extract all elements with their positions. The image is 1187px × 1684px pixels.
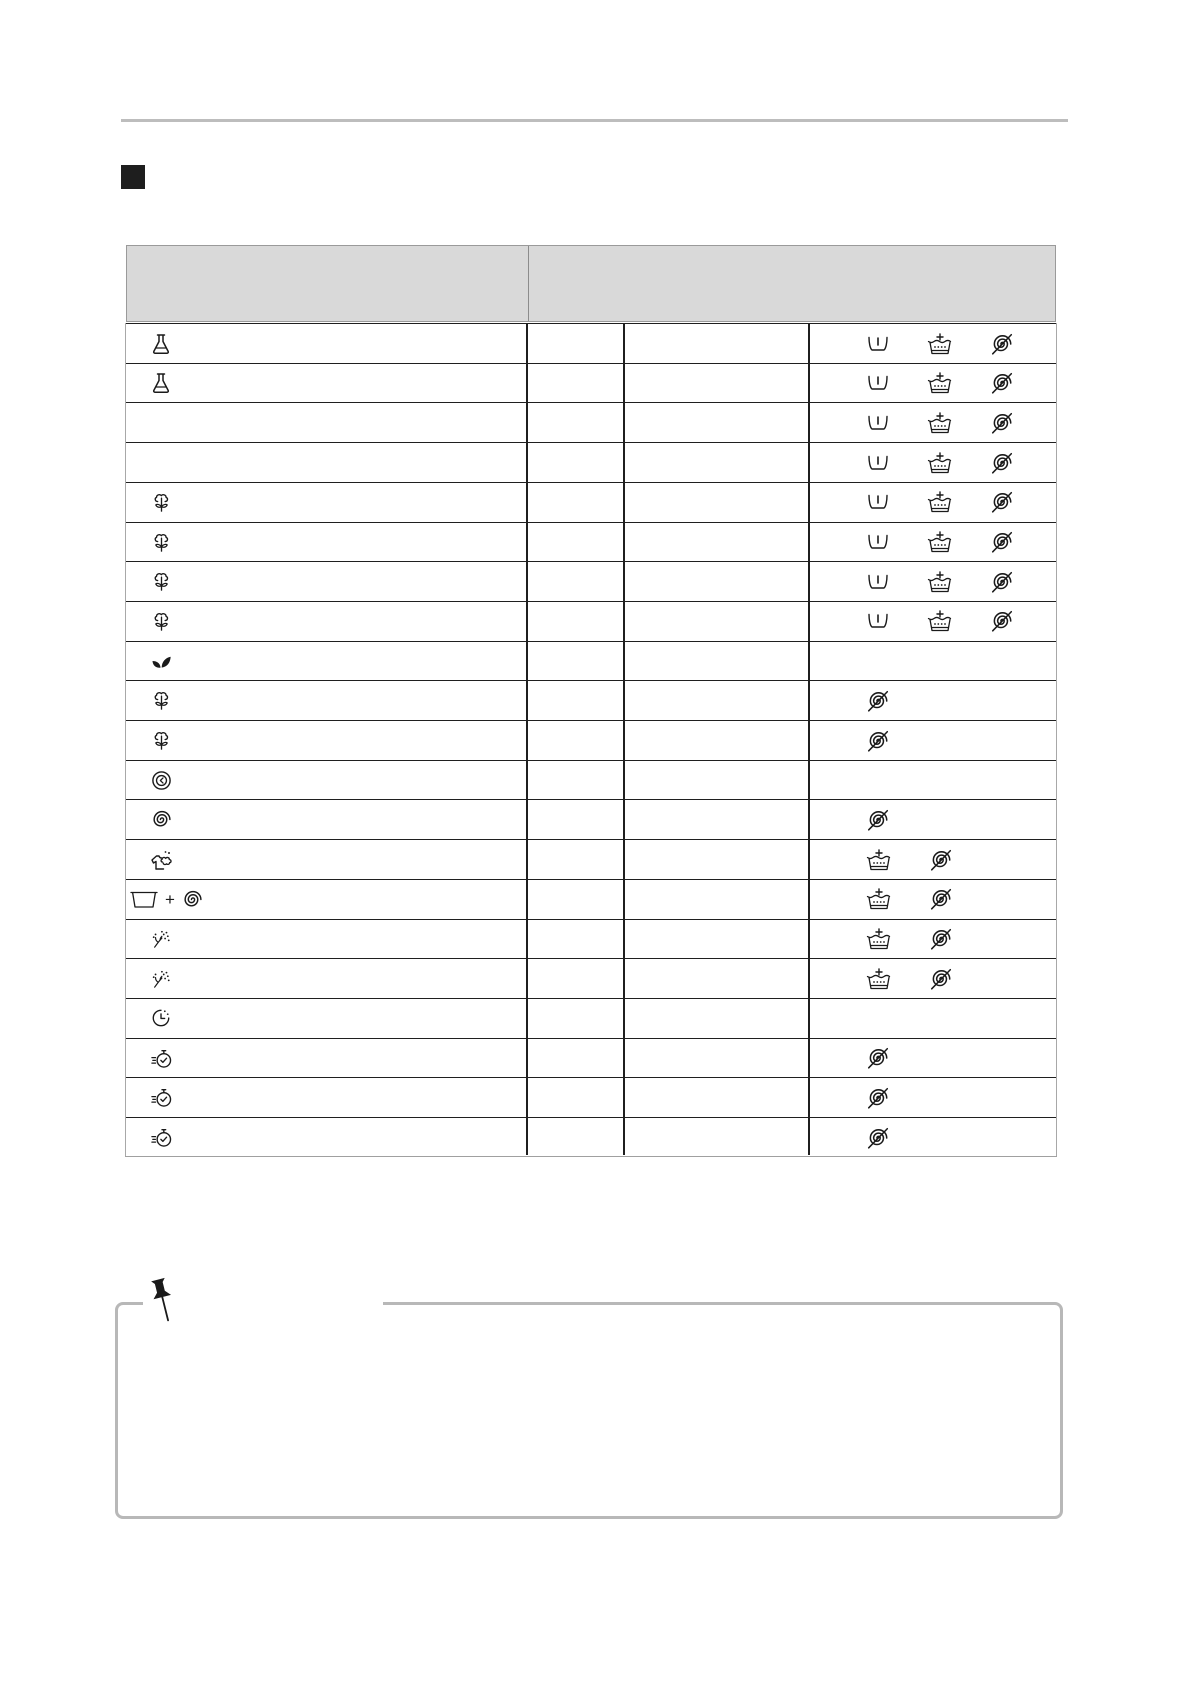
program-cell (125, 642, 527, 681)
prewash-icon (866, 414, 890, 432)
value-cell (527, 959, 624, 998)
value-cell (624, 324, 809, 363)
column-divider (808, 323, 810, 1155)
program-cell (125, 523, 527, 562)
value-cell (527, 642, 624, 681)
value-cell (624, 602, 809, 641)
table-row (125, 442, 1057, 482)
extra-rinse-icon (866, 968, 892, 990)
value-cell (624, 364, 809, 403)
cotton-icon (151, 492, 172, 513)
spin-icon (182, 889, 203, 910)
extra-rinse-icon (927, 491, 953, 513)
options-cell (809, 840, 1057, 879)
table-header-cell (529, 246, 1055, 321)
value-cell (624, 761, 809, 800)
value-cell (527, 1078, 624, 1117)
table-row (125, 323, 1057, 363)
options-cell (809, 602, 1057, 641)
value-cell (624, 840, 809, 879)
table-row (125, 720, 1057, 760)
program-cell (125, 1118, 527, 1157)
program-cell (125, 1039, 527, 1078)
extra-rinse-icon (927, 531, 953, 553)
program-cell (125, 999, 527, 1038)
no-spin-icon (866, 808, 890, 832)
program-cell (125, 602, 527, 641)
table-bottom-border (125, 1156, 1057, 1157)
no-spin-icon (866, 1046, 890, 1070)
no-spin-icon (866, 1086, 890, 1110)
value-cell (527, 364, 624, 403)
drum-icon (151, 770, 172, 791)
table-row (125, 1117, 1057, 1157)
value-cell (624, 1118, 809, 1157)
value-cell (624, 443, 809, 482)
no-spin-icon (990, 332, 1014, 356)
table-left-border (125, 323, 126, 1157)
table-row (125, 363, 1057, 403)
table-row (125, 1077, 1057, 1117)
prewash-icon (866, 374, 890, 392)
quick-wash-icon (151, 1048, 173, 1069)
program-table (125, 245, 1057, 1157)
table-row (125, 680, 1057, 720)
extra-rinse-icon (927, 452, 953, 474)
value-cell (527, 920, 624, 959)
options-cell (809, 1118, 1057, 1157)
value-cell (527, 324, 624, 363)
prewash-icon (866, 335, 890, 353)
options-cell (809, 959, 1057, 998)
options-cell (809, 324, 1057, 363)
value-cell (624, 880, 809, 919)
value-cell (624, 403, 809, 442)
extra-rinse-icon (927, 372, 953, 394)
no-spin-icon (990, 609, 1014, 633)
value-cell (624, 999, 809, 1038)
options-cell (809, 483, 1057, 522)
refresh-icon (151, 849, 173, 871)
table-row (125, 641, 1057, 681)
value-cell (624, 959, 809, 998)
plus-sign: + (165, 889, 175, 909)
value-cell (527, 443, 624, 482)
no-spin-icon (990, 490, 1014, 514)
options-cell (809, 443, 1057, 482)
table-row (125, 522, 1057, 562)
extra-rinse-icon (927, 610, 953, 632)
spin-icon (151, 809, 172, 830)
prewash-icon (866, 612, 890, 630)
value-cell (624, 800, 809, 839)
value-cell (527, 483, 624, 522)
value-cell (624, 681, 809, 720)
value-cell (624, 562, 809, 601)
value-cell (527, 800, 624, 839)
program-cell (125, 761, 527, 800)
value-cell (624, 483, 809, 522)
program-cell (125, 920, 527, 959)
value-cell (527, 602, 624, 641)
options-cell (809, 1039, 1057, 1078)
extra-rinse-icon (927, 333, 953, 355)
cotton-icon (151, 571, 172, 592)
no-spin-icon (929, 927, 953, 951)
value-cell (527, 1118, 624, 1157)
allergy-icon (151, 969, 171, 989)
no-spin-icon (929, 848, 953, 872)
pushpin-icon (146, 1276, 180, 1324)
table-row (125, 760, 1057, 800)
program-cell (125, 721, 527, 760)
quick-wash-icon (151, 1127, 173, 1148)
prewash-icon (866, 454, 890, 472)
program-cell (125, 324, 527, 363)
no-spin-icon (990, 411, 1014, 435)
value-cell (527, 523, 624, 562)
table-row (125, 1038, 1057, 1078)
program-cell (125, 681, 527, 720)
value-cell (624, 920, 809, 959)
table-row (125, 601, 1057, 641)
no-spin-icon (866, 689, 890, 713)
value-cell (527, 761, 624, 800)
extra-rinse-icon (927, 412, 953, 434)
value-cell (527, 403, 624, 442)
table-row (125, 402, 1057, 442)
extra-rinse-icon (927, 571, 953, 593)
extra-rinse-icon (866, 928, 892, 950)
table-header-cell (127, 246, 529, 321)
value-cell (527, 562, 624, 601)
no-spin-icon (990, 451, 1014, 475)
table-row (125, 482, 1057, 522)
options-cell (809, 364, 1057, 403)
program-cell (125, 840, 527, 879)
no-spin-icon (990, 530, 1014, 554)
options-cell (809, 681, 1057, 720)
program-cell (125, 562, 527, 601)
quick-wash-icon (151, 1087, 173, 1108)
no-spin-icon (866, 729, 890, 753)
value-cell (624, 1078, 809, 1117)
options-cell (809, 721, 1057, 760)
program-cell (125, 364, 527, 403)
extra-rinse-icon (866, 849, 892, 871)
options-cell (809, 562, 1057, 601)
cotton-icon (151, 730, 172, 751)
options-cell (809, 523, 1057, 562)
program-cell (125, 443, 527, 482)
section-marker (121, 165, 145, 189)
prewash-icon (866, 533, 890, 551)
header-rule (121, 119, 1068, 122)
options-cell (809, 880, 1057, 919)
value-cell (527, 1039, 624, 1078)
program-cell (125, 403, 527, 442)
table-header (126, 245, 1056, 322)
table-row (125, 561, 1057, 601)
extra-rinse-icon (866, 888, 892, 910)
table-row (125, 919, 1057, 959)
allergy-icon (151, 929, 171, 949)
no-spin-icon (990, 570, 1014, 594)
cotton-icon (151, 690, 172, 711)
no-spin-icon (990, 371, 1014, 395)
options-cell (809, 642, 1057, 681)
value-cell (527, 721, 624, 760)
timer-icon (151, 1008, 171, 1028)
program-cell (125, 880, 527, 919)
cotton-icon (151, 611, 172, 632)
program-cell (125, 959, 527, 998)
table-row (125, 799, 1057, 839)
table-row (125, 958, 1057, 998)
table-row (125, 998, 1057, 1038)
column-divider (623, 323, 625, 1155)
options-cell (809, 999, 1057, 1038)
leaf-icon (151, 653, 172, 670)
value-cell (624, 721, 809, 760)
value-cell (624, 523, 809, 562)
note-box (115, 1302, 1063, 1519)
value-cell (527, 681, 624, 720)
options-cell (809, 1078, 1057, 1117)
prewash-icon (866, 493, 890, 511)
program-cell (125, 483, 527, 522)
wash-tub-icon (130, 890, 158, 909)
cotton-icon (151, 532, 172, 553)
column-divider (526, 323, 528, 1155)
value-cell (624, 1039, 809, 1078)
flask-icon (151, 333, 171, 355)
value-cell (527, 840, 624, 879)
table-right-border (1056, 323, 1057, 1157)
no-spin-icon (929, 967, 953, 991)
value-cell (527, 880, 624, 919)
options-cell (809, 920, 1057, 959)
table-row (125, 839, 1057, 879)
no-spin-icon (929, 887, 953, 911)
value-cell (624, 642, 809, 681)
value-cell (527, 999, 624, 1038)
table-row (125, 879, 1057, 919)
no-spin-icon (866, 1126, 890, 1150)
options-cell (809, 761, 1057, 800)
program-cell (125, 1078, 527, 1117)
flask-icon (151, 372, 171, 394)
options-cell (809, 800, 1057, 839)
prewash-icon (866, 573, 890, 591)
options-cell (809, 403, 1057, 442)
program-cell (125, 800, 527, 839)
